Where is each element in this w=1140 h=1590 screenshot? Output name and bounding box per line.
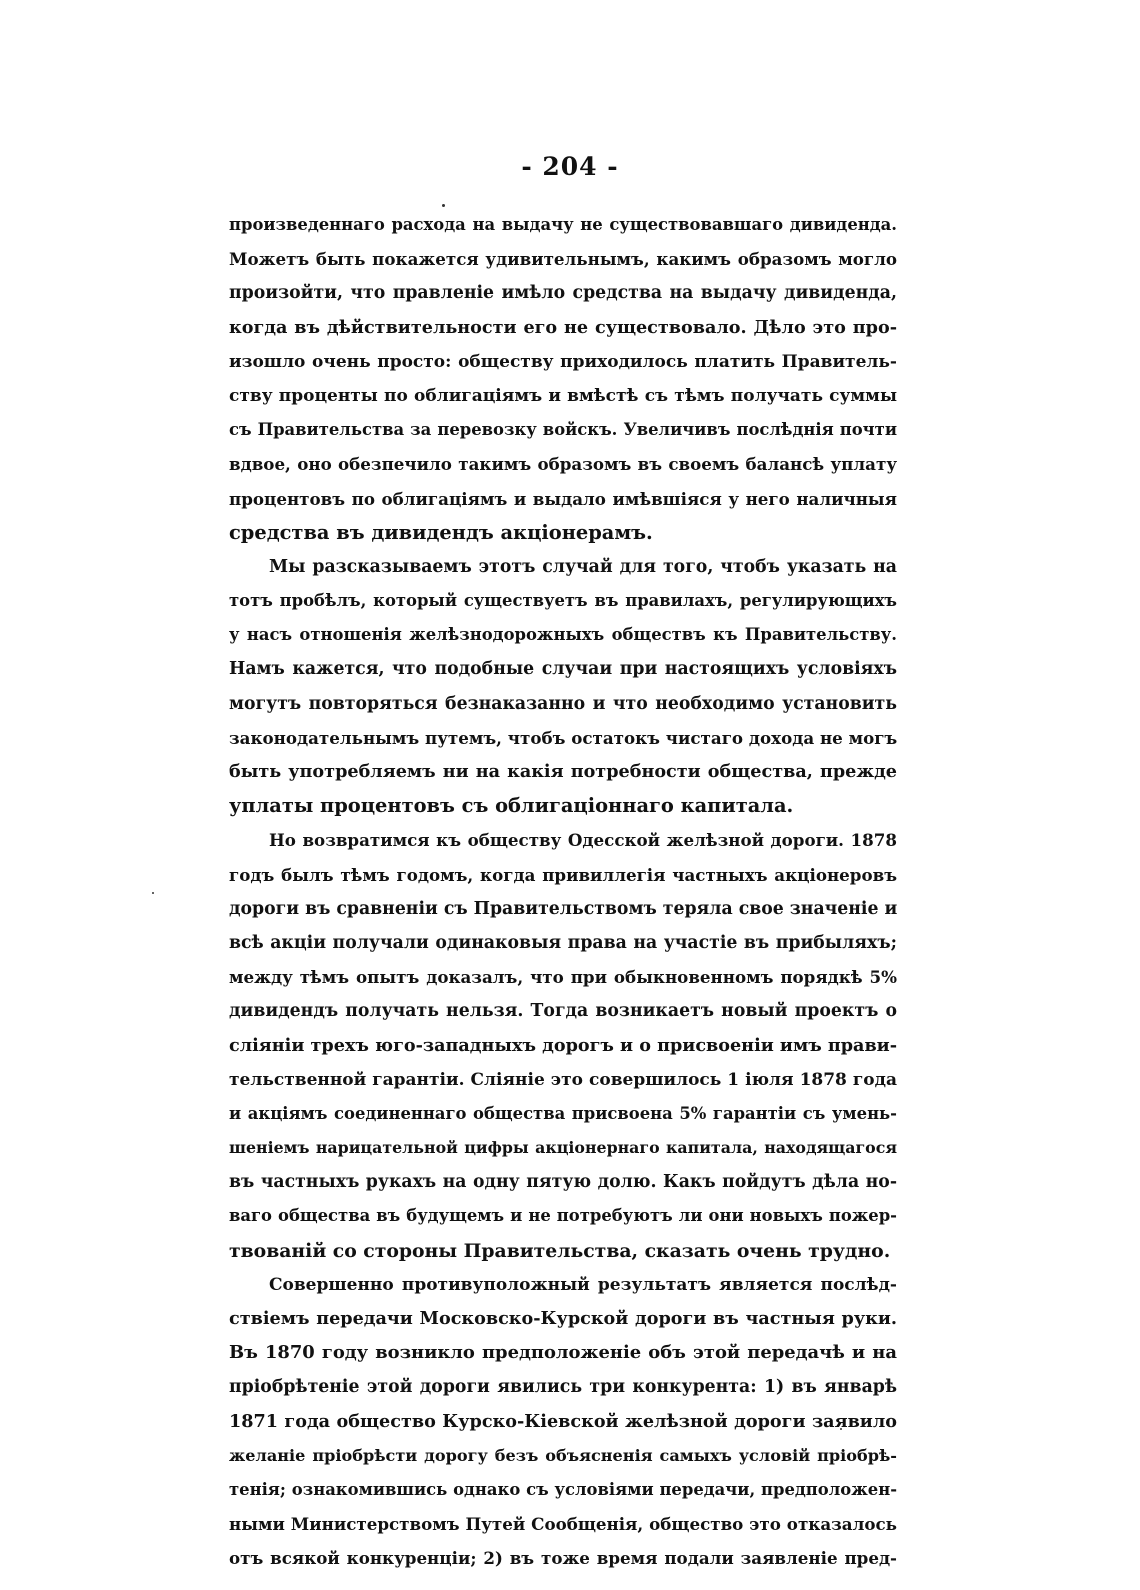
text-line: ваго общества въ будущемъ и не потребуютъ ли они новыхъ пожер- bbox=[229, 1206, 897, 1226]
text-line: между тѣмъ опытъ доказалъ, что при обыкновенномъ порядкѣ 5% bbox=[229, 967, 897, 988]
paragraph-start-line: Совершенно противуположный результатъ является послѣд- bbox=[269, 1274, 897, 1295]
text-line: и акціямъ соединеннаго общества присвоена 5% гарантіи съ умень- bbox=[229, 1103, 897, 1123]
text-line: законодательнымъ путемъ, чтобъ остатокъ чистаго дохода не могъ bbox=[229, 727, 897, 748]
text-line: произойти, что правленіе имѣло средства на выдачу дивиденда, bbox=[229, 283, 897, 304]
text-line: могутъ повторяться безнаказанно и что необходимо установить bbox=[229, 693, 897, 714]
text-line: желаніе пріобрѣсти дорогу безъ объясненія самыхъ условій пріобрѣ- bbox=[229, 1445, 897, 1465]
text-line: Можетъ быть покажется удивительнымъ, какимъ образомъ могло bbox=[229, 249, 897, 270]
text-line: когда въ дѣйствительности его не существовало. Дѣло это про- bbox=[229, 316, 897, 338]
text-line: дороги въ сравненіи съ Правительствомъ теряла свое значеніе и bbox=[229, 898, 897, 919]
text-line: тотъ пробѣлъ, который существуетъ въ правилахъ, регулирующихъ bbox=[229, 591, 897, 611]
paragraph-start-line: Мы разсказываемъ этотъ случай для того, чтобъ указать на bbox=[269, 556, 897, 577]
text-line: у насъ отношенія желѣзнодорожныхъ обществъ къ Правительству. bbox=[229, 625, 897, 645]
text-line: шеніемъ нарицательной цифры акціонернаго капитала, находящагося bbox=[229, 1138, 897, 1158]
text-line: произведеннаго расхода на выдачу не существовавшаго дивиденда. bbox=[229, 215, 897, 234]
ink-speck bbox=[442, 204, 445, 207]
text-line: въ частныхъ рукахъ на одну пятую долю. Какъ пойдутъ дѣла но- bbox=[229, 1172, 897, 1193]
text-line: всѣ акціи получали одинаковыя права на участіе въ прибыляхъ; bbox=[229, 932, 897, 953]
text-line: изошло очень просто: обществу приходилось платить Правитель- bbox=[229, 351, 897, 372]
text-line: вдвое, оно обезпечило такимъ образомъ въ своемъ балансѣ уплату bbox=[229, 454, 897, 475]
text-line: средства въ дивидендъ акціонерамъ. bbox=[229, 520, 653, 544]
text-line: сліяніи трехъ юго-западныхъ дорогъ и о присвоеніи имъ прави- bbox=[229, 1034, 897, 1056]
text-line: съ Правительства за перевозку войскъ. Увеличивъ послѣднія почти bbox=[229, 420, 897, 440]
text-line: тельственной гарантіи. Сліяніе это совершилось 1 іюля 1878 года bbox=[229, 1069, 897, 1090]
text-line: уплаты процентовъ съ облигаціоннаго капитала. bbox=[229, 794, 794, 818]
text-line: дивидендъ получать нельзя. Тогда возникаетъ новый проектъ о bbox=[229, 1001, 897, 1022]
text-line: ству проценты по облигаціямъ и вмѣстѣ съ тѣмъ получать суммы bbox=[229, 385, 897, 406]
text-line: пріобрѣтеніе этой дороги явились три конкурента: 1) въ январѣ bbox=[229, 1377, 897, 1398]
text-line: ствіемъ передачи Московско-Курской дороги въ частныя руки. bbox=[229, 1308, 897, 1329]
body-text bbox=[229, 208, 897, 1576]
text-line: Въ 1870 году возникло предположеніе объ этой передачѣ и на bbox=[229, 1342, 897, 1364]
paragraph-start-line: Но возвратимся къ обществу Одесской желѣзной дороги. 1878 bbox=[269, 830, 897, 851]
text-line: ными Министерствомъ Путей Сообщенія, общество это отказалось bbox=[229, 1514, 897, 1535]
text-line: годъ былъ тѣмъ годомъ, когда привиллегія частныхъ акціонеровъ bbox=[229, 864, 897, 885]
text-line: Намъ кажется, что подобные случаи при настоящихъ условіяхъ bbox=[229, 659, 897, 680]
ink-speck bbox=[152, 892, 154, 894]
text-line: тенія; ознакомившись однако съ условіями передачи, предположен- bbox=[229, 1479, 897, 1499]
text-line: твованій со стороны Правительства, сказать очень трудно. bbox=[229, 1239, 891, 1262]
text-line: 1871 года общество Курско-Кіевской желѣзной дороги заявило bbox=[229, 1410, 897, 1432]
text-line: процентовъ по облигаціямъ и выдало имѣвшіяся у него наличныя bbox=[229, 488, 897, 509]
page-number: - 204 - bbox=[521, 152, 619, 181]
text-line: быть употребляемъ ни на какія потребности общества, прежде bbox=[229, 761, 897, 782]
text-line: отъ всякой конкуренціи; 2) въ тоже время подали заявленіе пред- bbox=[229, 1548, 897, 1569]
